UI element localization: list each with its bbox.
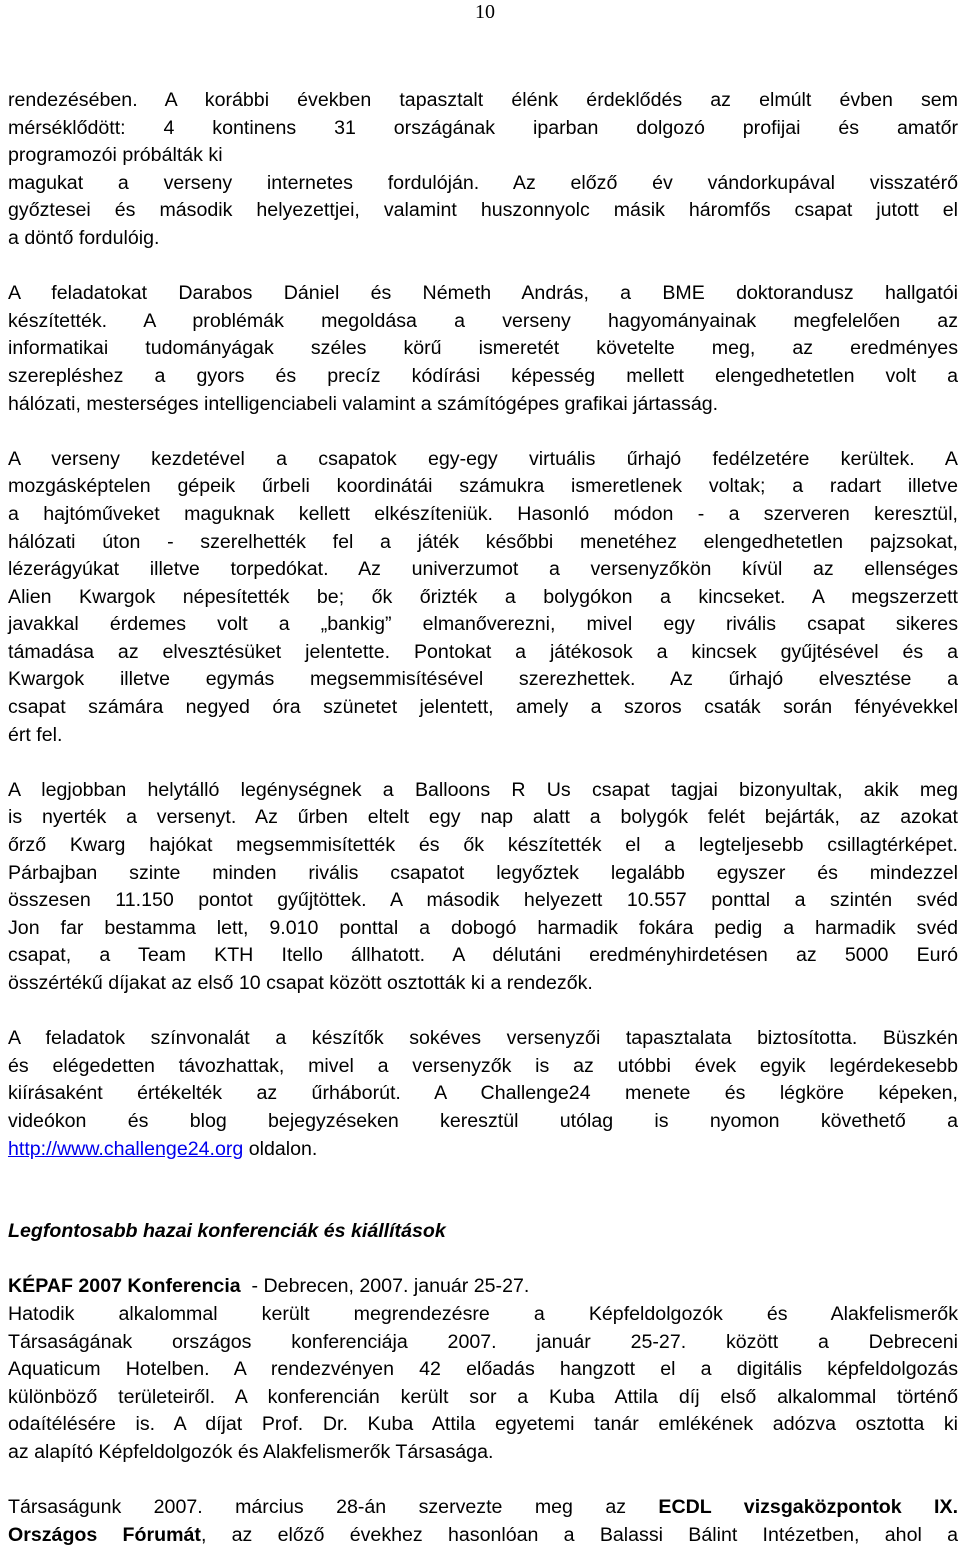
text-line: lézerágyúkat illetve torpedókat. Az univerzumot a versenyzőkön kívül az ellenséges xyxy=(8,558,958,581)
text-line: győztesei és második helyezettjei, valamint huszonnyolc másik háromfős csapat jutott el xyxy=(8,199,958,222)
text-line xyxy=(8,1494,958,1522)
text-line: mérséklődött: 4 kontinens 31 országának iparban dolgozó profijai és amatőr xyxy=(8,116,958,139)
text-line: A feladatokat Darabos Dániel és Németh András, a BME doktorandusz hallgatói xyxy=(8,282,958,305)
link-suffix: oldalon. xyxy=(243,1137,318,1160)
text-line xyxy=(8,1522,958,1550)
text-line: rendezésében. A korábbi években tapasztalt élénk érdeklődés az elmúlt évben sem xyxy=(8,89,958,111)
text-run: , az előző évekhez hasonlóan a Balassi Bálint Intézetben, ahol a xyxy=(200,1523,958,1546)
text-line: A legjobban helytálló legénységnek a Balloons R Us csapat tagjai bizonyultak, akik meg xyxy=(8,778,958,801)
text-line: mozgásképtelen gépeik űrbeli koordinátái számukra ismeretlenek voltak; a radart illetve xyxy=(8,475,958,498)
section-heading: Legfontosabb hazai konferenciák és kiállítások xyxy=(8,1220,446,1243)
text-line: csapat számára negyed óra szünetet jelentett, amely a szoros csaták során fényévekkel xyxy=(8,696,958,719)
paragraph-ecdl-forum xyxy=(8,1494,958,1549)
paragraph-summary xyxy=(8,1025,958,1163)
text-line: őrző Kwarg hajókat megsemmisítették és ők készítették el a legteljesebb csillagtérképet. xyxy=(8,834,958,857)
text-line: hálózati, mesterséges intelligenciabeli valamint a számítógépes grafikai jártasság. xyxy=(8,392,719,415)
text-line: csapat, a Team KTH Itello állhatott. A délutáni eredményhirdetésen az 5000 Euró xyxy=(8,944,958,967)
paragraph-kepaf-conference xyxy=(8,1273,958,1466)
challenge24-link[interactable]: http://www.challenge24.org xyxy=(8,1137,244,1160)
text-line: a hajtóműveket maguknak kellett elkészíteniük. Hasonló módon - a szerveren keresztül, xyxy=(8,502,958,525)
conference-title-bold: KÉPAF 2007 Konferencia xyxy=(8,1275,241,1298)
conference-title xyxy=(8,1273,958,1301)
text-line: A feladatok színvonalát a készítők sokéves versenyzői tapasztalata biztosította. Büszkén xyxy=(8,1027,958,1050)
text-run: Társaságunk 2007. március 28-án szervezte meg az xyxy=(8,1496,659,1519)
text-line: a döntő fordulóig. xyxy=(8,226,160,249)
text-line: az alapító Képfeldolgozók és Alakfelismerők Társasága. xyxy=(8,1440,494,1463)
page-number: 10 xyxy=(475,1,495,23)
text-line: összesen 11.150 pontot gyűjtöttek. A második helyezett 10.557 ponttal a szintén svéd xyxy=(8,889,958,912)
text-line: Jon far bestamma lett, 9.010 ponttal a dobogó harmadik fokára pedig a harmadik svéd xyxy=(8,916,958,939)
text-line: összértékű díjakat az első 10 csapat között osztották ki a rendezők. xyxy=(8,972,593,994)
text-line: Alien Kwargok népesítették be; ők őrizték a bolygókon a kincseket. A megszerzett xyxy=(8,585,958,608)
paragraph-challenge-intro xyxy=(8,87,958,253)
text-line: kiírásaként értékelték az űrháborút. A Challenge24 menete és légköre képeken, xyxy=(8,1082,958,1105)
text-line: odaítélésére is. A díjat Prof. Dr. Kuba Attila egyetemi tanár emlékének adózva osztotta ki xyxy=(8,1413,958,1436)
text-line: programozói próbálták ki xyxy=(8,144,223,167)
text-line: Aquaticum Hotelben. A rendezvényen 42 előadás hangzott el a digitális képfeldolgozás xyxy=(8,1358,958,1381)
text-line: informatikai tudományágak széles körű ismeretét követelte meg, az eredményes xyxy=(8,337,958,360)
text-line: és elégedetten távozhattak, mivel a versenyzők is az utóbbi évek egyik legérdekesebb xyxy=(8,1054,958,1077)
paragraph-task-authors xyxy=(8,280,958,418)
text-line: Párbajban szinte minden rivális csapatot legyőztek legalább egyszer és mindezzel xyxy=(8,861,958,884)
text-line: A verseny kezdetével a csapatok egy-egy virtuális űrhajó fedélzetére kerültek. A xyxy=(8,447,958,470)
text-line: Hatodik alkalommal került megrendezésre a Képfeldolgozók és Alakfelismerők xyxy=(8,1302,958,1325)
text-line: hálózati úton - szerelhették fel a játék későbbi menetéhez elengedhetetlen pajzsokat, xyxy=(8,530,958,553)
text-line: javakkal érdemes volt a „bankig” elmanőverezni, mivel egy rivális csapat sikeres xyxy=(8,613,958,636)
text-line: különböző területeiről. A konferencián került sor a Kuba Attila díj első alkalommal történő xyxy=(8,1385,958,1408)
text-line: magukat a verseny internetes fordulóján. Az előző év vándorkupával visszatérő xyxy=(8,171,958,194)
text-line: ért fel. xyxy=(8,723,63,746)
paragraph-results xyxy=(8,777,958,998)
text-line: Kwargok illetve egymás megsemmisítésével szerezhettek. Az űrhajó elvesztése a xyxy=(8,668,958,691)
document-body xyxy=(8,87,958,1549)
text-line: szerepléshez a gyors és precíz kódírási képesség mellett elengedhetetlen volt a xyxy=(8,364,958,387)
paragraph-game-description xyxy=(8,446,958,750)
ecdl-forum-bold-2: Országos Fórumát xyxy=(8,1523,201,1546)
conference-title-rest: - Debrecen, 2007. január 25-27. xyxy=(240,1275,530,1298)
text-line: támadása az elvesztésüket jelentette. Pontokat a játékosok a kincsek gyűjtésével és a xyxy=(8,640,958,663)
text-line xyxy=(8,1136,958,1164)
text-line: videókon és blog bejegyzéseken keresztül utólag is nyomon követhető a xyxy=(8,1109,958,1132)
text-line: is nyerték a versenyt. Az űrben eltelt egy nap alatt a bolygók felét bejárták, az azokat xyxy=(8,806,958,829)
text-line: készítették. A problémák megoldása a verseny hagyományainak megfelelően az xyxy=(8,309,958,332)
text-line: Társaságának országos konferenciája 2007. január 25-27. között a Debreceni xyxy=(8,1330,958,1353)
ecdl-forum-bold: ECDL vizsgaközpontok IX. xyxy=(658,1496,959,1519)
